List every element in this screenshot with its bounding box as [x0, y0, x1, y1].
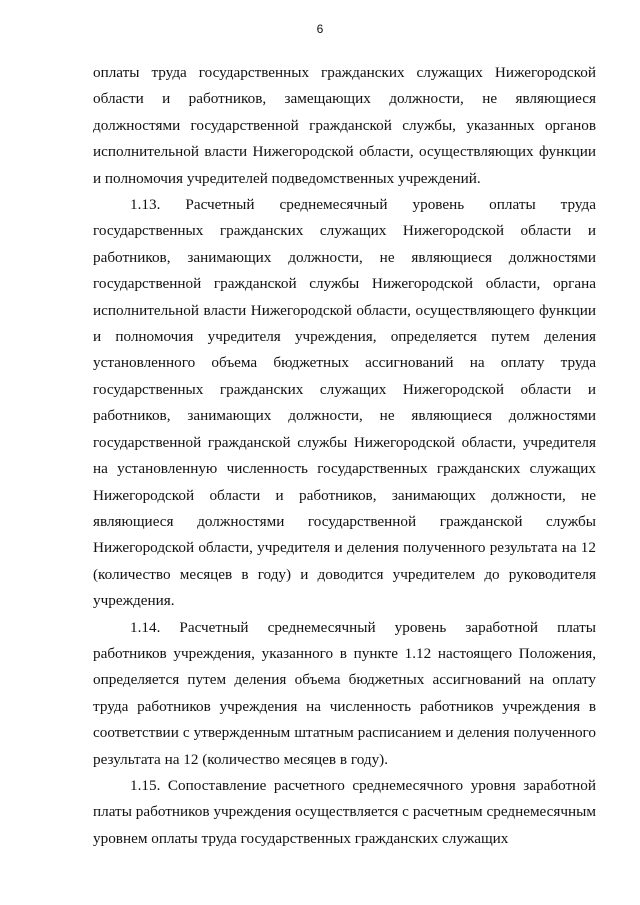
paragraph-1-13: 1.13. Расчетный среднемесячный уровень оплаты труда государственных гражданских служащих Нижегородской области и работников, занимающих должности, не являющиеся должностями государственной гражданской службы Нижегородской области, органа исполнительной власти Нижегородской области, осуществляющего функции и полномочия учредителя учреждения, определяется путем деления установленного объема бюджетных ассигнований на оплату труда государственных гражданских служащих Нижегородской области и работников, занимающих должности, не являющиеся должностями государственной гражданской службы Нижегородской области, учредителя на установленную численность государственных гражданских служащих Нижегородской области и работников, занимающих должности, не являющиеся должностями государственной гражданской службы Нижегородской области, учредителя и деления полученного результата на 12 (количество месяцев в году) и доводится учредителем до руководителя учреждения.: [93, 196, 596, 610]
paragraph-1-15: 1.15. Сопоставление расчетного среднемесячного уровня заработной платы работников учреждения осуществляется с расчетным среднемесячным уровнем оплаты труда государственных гражданских служащих: [93, 776, 596, 847]
page-number: 6: [316, 22, 324, 36]
paragraph-1-14: 1.14. Расчетный среднемесячный уровень заработной платы работников учреждения, указанного в пункте 1.12 настоящего Положения, определяется путем деления объема бюджетных ассигнований на оплату труда работников учреждения на численность работников учреждения в соответствии с утвержденным штатным расписанием и деления полученного результата на 12 (количество месяцев в году).: [93, 618, 596, 768]
document-body: [93, 60, 596, 852]
paragraph-continuation: оплаты труда государственных гражданских служащих Нижегородской области и работников, замещающих должности, не являющиеся должностями государственной гражданской службы, указанных органов исполнительной власти Нижегородской области, осуществляющих функции и полномочия учредителей подведомственных учреждений.: [93, 64, 596, 187]
